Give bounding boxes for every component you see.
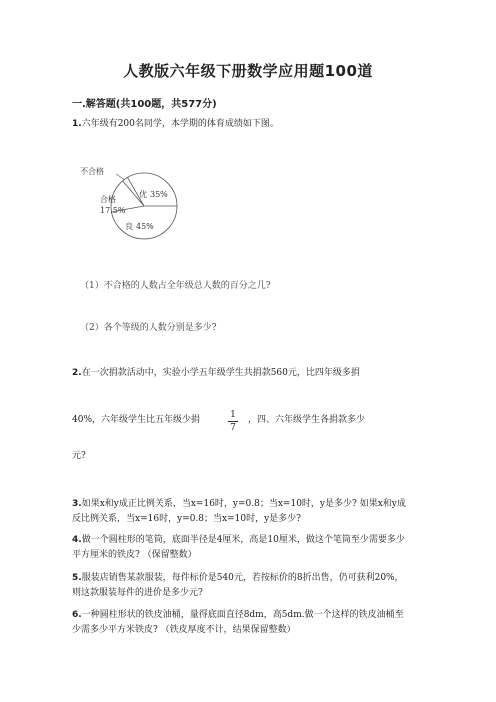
slice-label-buhege: 不合格 xyxy=(80,167,104,176)
question-5 xyxy=(72,571,412,601)
question-2-line-3: 元? xyxy=(72,451,86,461)
slice-value-you: 35% xyxy=(150,190,168,199)
question-number: 6. xyxy=(72,610,82,620)
question-text: 一种圆柱形状的铁皮油桶，量得底面直径8dm，高5dm.做一个这样的铁皮油桶至少需多少平方米铁皮? （铁皮厚度不计，结果保留整数） xyxy=(72,610,404,635)
question-1 xyxy=(72,117,412,132)
fraction-numerator: 1 xyxy=(230,410,236,420)
question-2-line-2a: 40%，六年级学生比五年级少捐 xyxy=(72,415,201,425)
page-title: 人教版六年级下册数学应用题100道 xyxy=(123,62,373,80)
question-text: 做一个圆柱形的笔筒，底面半径是4厘米，高是10厘米，做这个笔筒至少需要多少平方厘米的铁皮? （保留整数） xyxy=(72,535,405,560)
question-text: 服装店销售某款服装，每件标价是540元，若按标价的8折出售，仍可获利20%，则这款服装每件的进价是多少元? xyxy=(72,573,404,598)
question-text: 在一次捐款活动中，实验小学五年级学生共捐款560元，比四年级多捐 xyxy=(81,368,360,378)
question-number: 2. xyxy=(72,368,82,378)
slice-label-hege: 合格 xyxy=(100,195,116,204)
question-2-line-1 xyxy=(72,366,412,381)
fraction-denominator: 7 xyxy=(230,423,236,433)
slice-value-hege: 17.5% xyxy=(100,206,126,215)
fraction-bar xyxy=(228,421,238,422)
section-heading: 一.解答题(共100题，共577分) xyxy=(72,99,217,110)
question-number: 5. xyxy=(72,573,82,583)
question-2-line-2b: ，四、六年级学生各捐款多少 xyxy=(248,415,366,425)
pie-chart xyxy=(78,162,198,252)
question-text: 如果x和y成正比例关系，当x=16时，y=0.8；当x=10时，y是多少? 如果x和y成反比例关系，当x=16时，y=0.8；当x=10时，y是多少? xyxy=(72,499,406,524)
question-6 xyxy=(72,608,412,638)
question-1-part-1: （1）不合格的人数占全年级总人数的百分之几? xyxy=(80,281,271,291)
question-3 xyxy=(72,497,412,527)
fraction-one-seventh xyxy=(228,410,238,433)
question-1-part-2: （2）各个等级的人数分别是多少? xyxy=(80,323,217,333)
slice-value-liang: 45% xyxy=(136,222,154,231)
question-text: 六年级有200名同学，本学期的体育成绩如下图。 xyxy=(81,119,279,129)
slice-label-you: 优 xyxy=(139,190,147,199)
question-number: 3. xyxy=(72,499,82,509)
question-number: 4. xyxy=(72,535,82,545)
question-4 xyxy=(72,533,412,563)
question-number: 1. xyxy=(72,119,82,129)
slice-label-liang: 良 xyxy=(125,222,133,231)
label-leader-line xyxy=(116,174,125,180)
